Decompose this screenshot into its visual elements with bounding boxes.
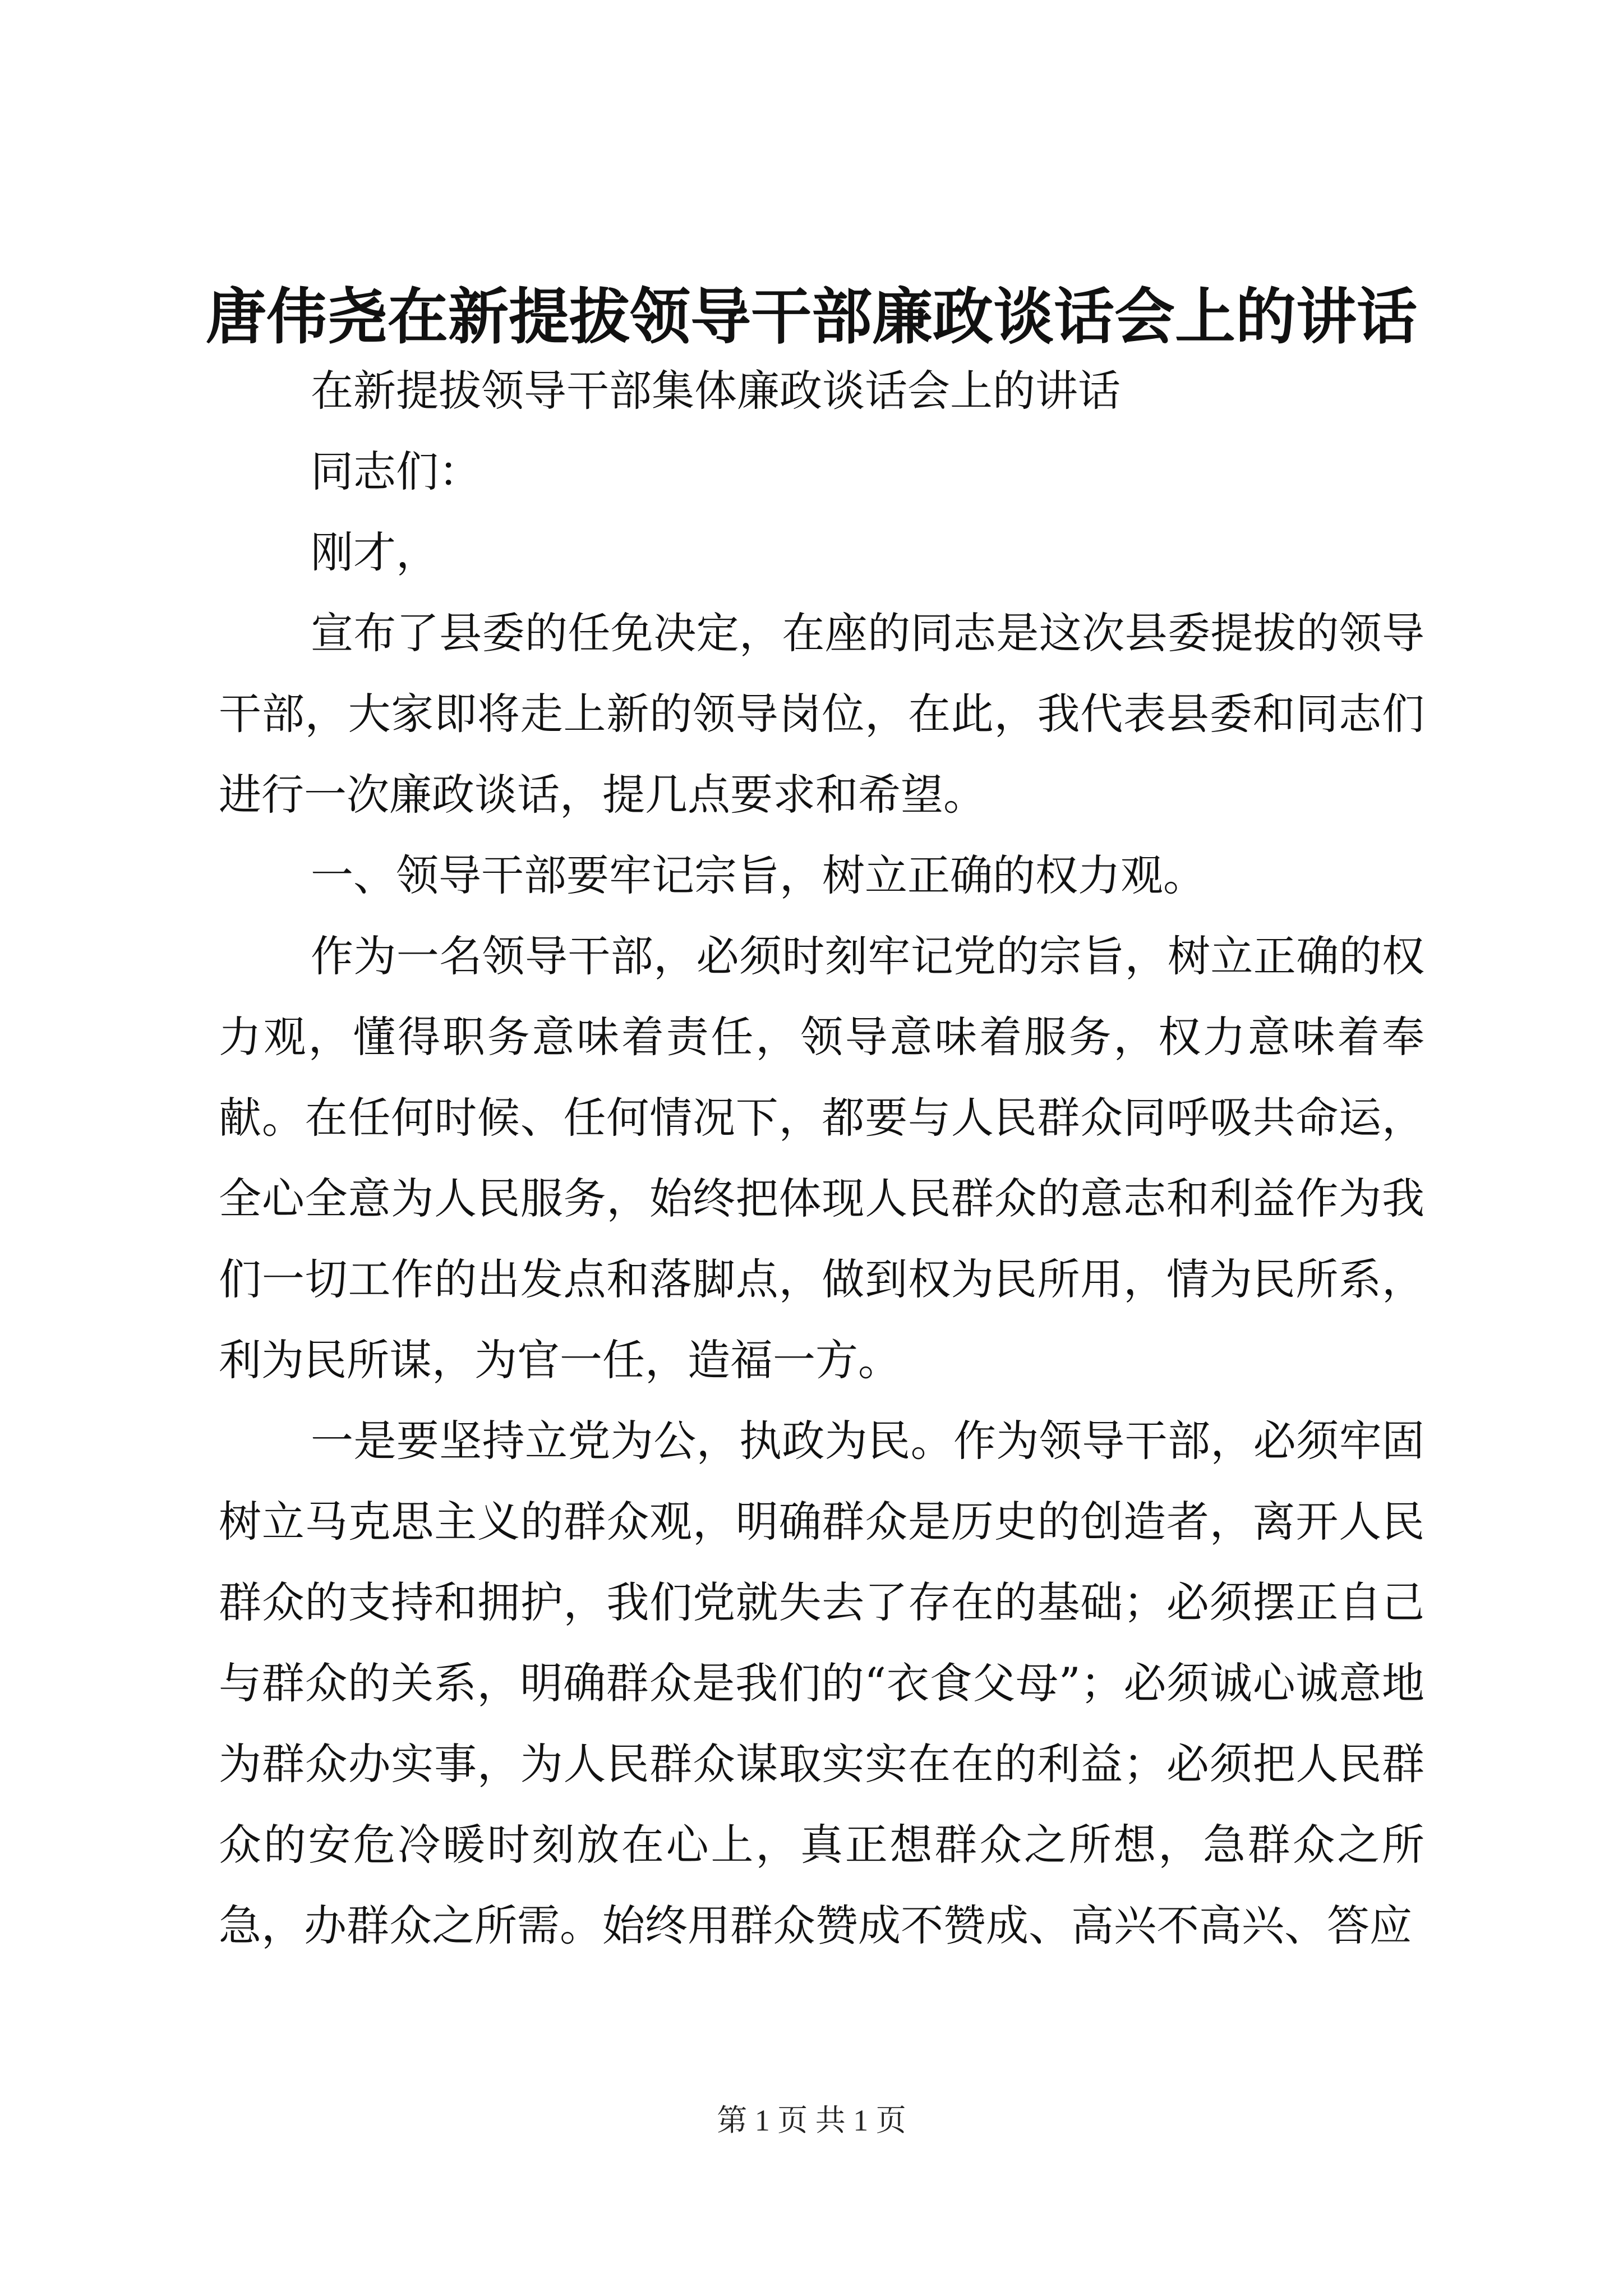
paragraph-power-view: 作为一名领导干部，必须时刻牢记党的宗旨，树立正确的权力观，懂得职务意味着责任，领导意味着服务，权力意味着奉献。在任何时候、任何情况下，都要与人民群众同呼吸共命运，全心全意为人民服务，始终把体现人民群众的意志和利益作为我们一切工作的出发点和落脚点，做到权为民所用，情为民所系，利为民所谋，为官一任，造福一方。 bbox=[219, 931, 1424, 1385]
document-title: 唐伟尧在新提拔领导干部廉政谈话会上的讲话 bbox=[205, 282, 1417, 352]
document-body bbox=[219, 351, 1424, 1966]
paragraph-opening: 刚才， bbox=[311, 527, 439, 577]
paragraph-subtitle: 在新提拔领导干部集体廉政谈话会上的讲话 bbox=[311, 366, 1121, 416]
page-number-footer: 第 1 页 共 1 页 bbox=[717, 2104, 906, 2137]
paragraph-section-heading: 一、领导干部要牢记宗旨，树立正确的权力观。 bbox=[311, 850, 1206, 900]
paragraph-salutation: 同志们： bbox=[311, 447, 481, 496]
paragraph-serve-people: 一是要坚持立党为公，执政为民。作为领导干部，必须牢固树立马克思主义的群众观，明确群众是历史的创造者，离开人民群众的支持和拥护，我们党就失去了存在的基础；必须摆正自己与群众的关系，明确群众是我们的“衣食父母”；必须诚心诚意地为群众办实事，为人民群众谋取实实在在的利益；必须把人民群众的安危冷暖时刻放在心上，真正想群众之所想，急群众之所急，办群众之所需。始终用群众赞成不赞成、高兴不高兴、答应 bbox=[219, 1416, 1424, 1950]
paragraph-announcement: 宣布了县委的任免决定，在座的同志是这次县委提拔的领导干部，大家即将走上新的领导岗位，在此，我代表县委和同志们进行一次廉政谈话，提几点要求和希望。 bbox=[219, 608, 1424, 820]
